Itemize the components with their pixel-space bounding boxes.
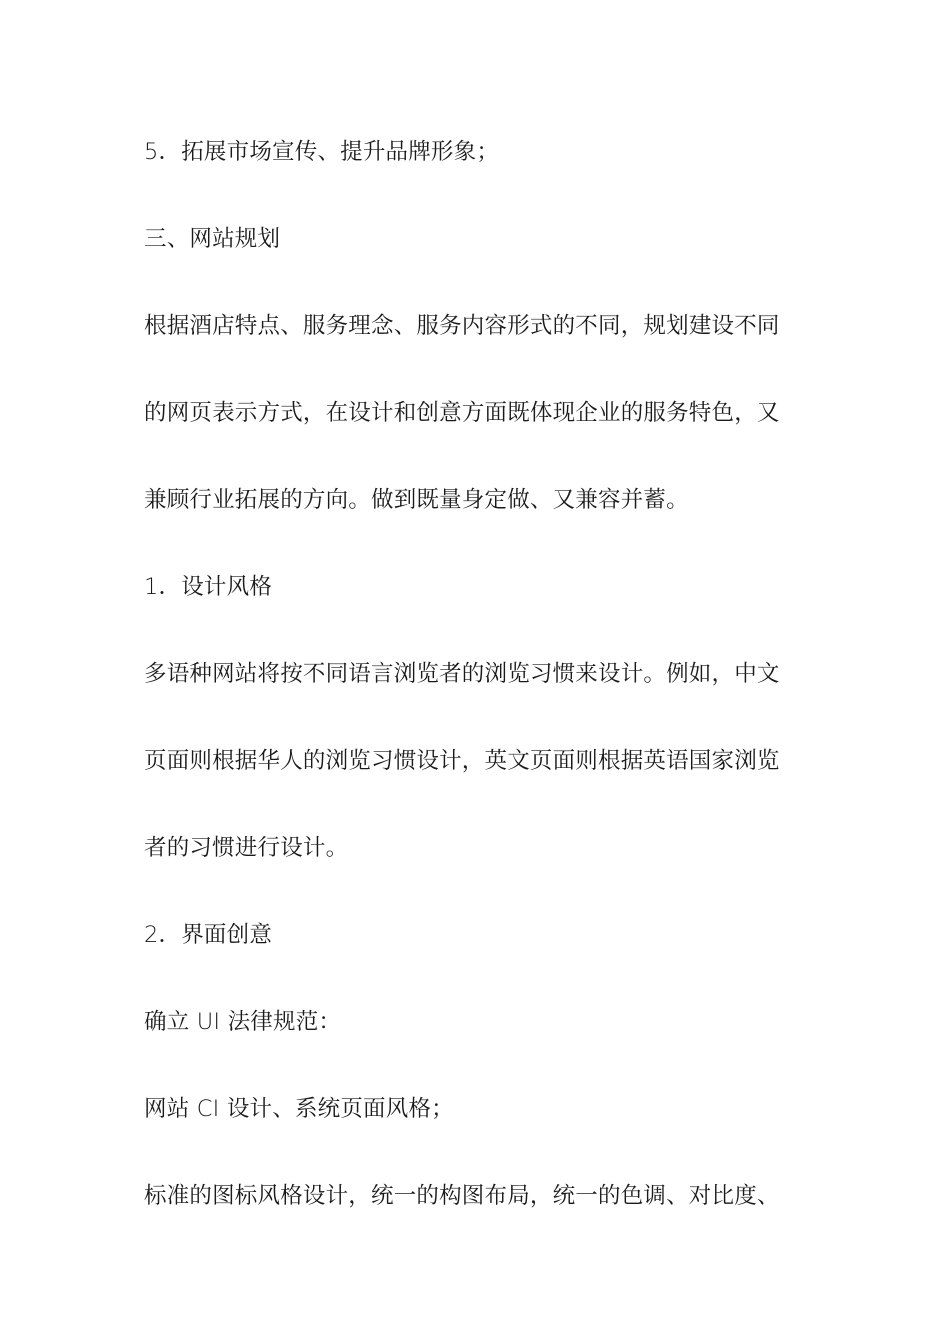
paragraph-line: 标准的图标风格设计，统一的构图布局，统一的色调、对比度、 (144, 1183, 780, 1209)
paragraph-line: 的网页表示方式，在设计和创意方面既体现企业的服务特色，又 (144, 400, 780, 426)
paragraph-line: 者的习惯进行设计。 (144, 835, 349, 861)
paragraph-line: 多语种网站将按不同语言浏览者的浏览习惯来设计。例如，中文 (144, 661, 780, 687)
paragraph-line: 页面则根据华人的浏览习惯设计，英文页面则根据英语国家浏览 (144, 748, 780, 774)
paragraph-line: 根据酒店特点、服务理念、服务内容形式的不同，规划建设不同 (144, 313, 780, 339)
paragraph-line: 兼顾行业拓展的方向。做到既量身定做、又兼容并蓄。 (144, 487, 689, 513)
subheading-design-style: 1．设计风格 (144, 574, 273, 600)
paragraph-line: 网站 CI 设计、系统页面风格； (144, 1096, 454, 1122)
section-heading-3: 三、网站规划 (144, 226, 281, 252)
list-item-5: 5．拓展市场宣传、提升品牌形象； (144, 139, 500, 165)
paragraph-line: 确立 UI 法律规范： (144, 1009, 342, 1035)
subheading-interface-creative: 2．界面创意 (144, 922, 273, 948)
